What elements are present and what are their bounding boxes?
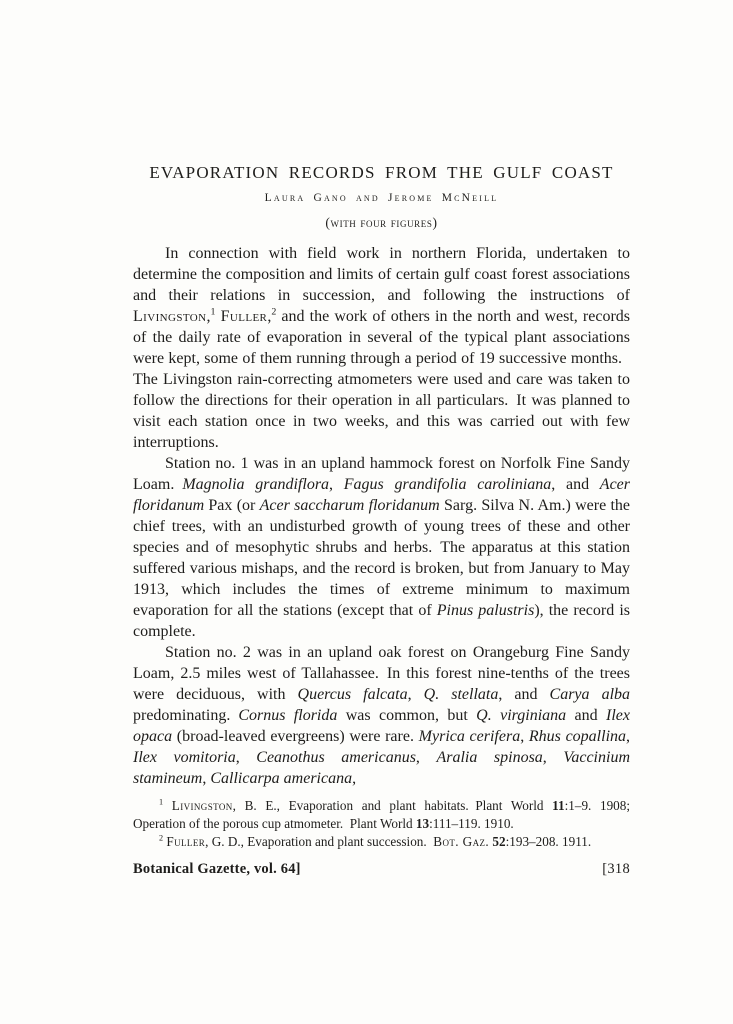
text-run: Station no. 2 was in an upland oak forest on Orangeburg Fine Sandy Loam, 2.5 miles west of Tallahassee. In this forest nine-tenths of the trees were deciduous, with bbox=[133, 644, 630, 703]
text-run: Myrica cerifera bbox=[418, 728, 521, 745]
journal-citation: Botanical Gazette, vol. 64] bbox=[133, 861, 301, 877]
text-run: :111–119. 1910. bbox=[429, 816, 514, 831]
text-run: Fuller bbox=[220, 308, 268, 325]
text-run: Sarg. Silva N. Am.) were the chief trees, with an undisturbed growth of young trees of these and other species and of mesophytic shrubs and herbs. The apparatus at this station suffered various mishaps, and the record is broken, but from January to May 1913, which includes the times of extreme minimum to maximum evaporation for all the stations (except that of bbox=[133, 497, 631, 619]
text-run: 1 bbox=[159, 797, 164, 807]
footnote bbox=[133, 833, 630, 851]
text-run: Q. virginiana bbox=[476, 707, 567, 724]
text-run: Acer saccharum floridanum bbox=[259, 497, 440, 514]
text-run: , bbox=[415, 749, 437, 766]
text-run: , bbox=[235, 749, 257, 766]
text-run: , and bbox=[551, 476, 600, 493]
text-run: 52 bbox=[492, 834, 506, 849]
text-run: Ceanothus americanus bbox=[256, 749, 416, 766]
text-run: 2 bbox=[159, 833, 164, 843]
text-run: , bbox=[520, 728, 529, 745]
authors-line: Laura Gano and Jerome McNeill bbox=[264, 192, 499, 204]
figures-note: (with four figures) bbox=[325, 215, 438, 230]
text-run: , bbox=[542, 749, 564, 766]
body-paragraph bbox=[133, 642, 630, 789]
text-run: Carya alba bbox=[549, 686, 631, 703]
text-run: :1–9. 1908; Operation of the porous cup atmometer. Plant World bbox=[133, 798, 631, 831]
text-run: , G. D., Evaporation and plant succession. bbox=[205, 834, 434, 849]
text-run: and bbox=[566, 707, 607, 724]
page-footer bbox=[133, 860, 630, 878]
body-paragraph bbox=[133, 243, 630, 453]
text-run bbox=[163, 798, 172, 813]
article-body bbox=[133, 243, 630, 789]
text-run: , bbox=[267, 308, 272, 325]
text-run: 13 bbox=[415, 816, 430, 831]
text-run: Quercus falcata bbox=[297, 686, 408, 703]
text-run: 2 bbox=[271, 306, 277, 318]
text-run: Pinus palustris bbox=[436, 602, 535, 619]
text-run: , bbox=[206, 308, 211, 325]
page-number: [318 bbox=[602, 861, 630, 877]
text-run: , bbox=[202, 770, 211, 787]
text-run: predominating. bbox=[133, 707, 239, 724]
text-run: :193–208. 1911. bbox=[505, 834, 592, 849]
text-run: , bbox=[407, 686, 424, 703]
text-run: (broad-leaved evergreens) were rare. bbox=[172, 728, 419, 745]
body-paragraph bbox=[133, 453, 630, 642]
text-run: , bbox=[626, 728, 631, 745]
text-run: , bbox=[352, 770, 357, 787]
text-run: 11 bbox=[552, 798, 565, 813]
text-run: In connection with field work in northern Florida, undertaken to determine the composition and limits of certain gulf coast forest associations and their relations in succession, and following the instructions of bbox=[133, 245, 630, 304]
text-run: Livingston bbox=[133, 308, 207, 325]
text-run: , and bbox=[498, 686, 550, 703]
text-run: ), the record is complete. bbox=[133, 602, 630, 640]
text-run: Callicarpa americana bbox=[210, 770, 353, 787]
text-run: Cornus florida bbox=[238, 707, 338, 724]
text-run: 1 bbox=[210, 306, 216, 318]
text-run: Fuller bbox=[166, 834, 206, 849]
text-run: Aralia spinosa bbox=[436, 749, 543, 766]
text-run: Bot. Gaz. bbox=[433, 834, 490, 849]
text-run: Station no. 1 was in an upland hammock forest on Norfolk Fine Sandy Loam. bbox=[133, 455, 630, 493]
text-run: Vaccinium stamineum bbox=[133, 749, 630, 787]
text-run: and the work of others in the north and west, records of the daily rate of evaporation in several of the typical plant associations were kept, some of them running through a period of 19 successive months. The Livingston rain-correcting atmometers were used and care was taken to follow the directions for their operation in all particulars. It was planned to visit each station once in two weeks, and this was carried out with few interruptions. bbox=[133, 308, 630, 451]
text-run: Q. stellata bbox=[423, 686, 499, 703]
text-run: Livingston bbox=[171, 798, 233, 813]
text-run: was common, but bbox=[337, 707, 477, 724]
text-run: Fagus grandifolia caroliniana bbox=[343, 476, 552, 493]
article-title: EVAPORATION RECORDS FROM THE GULF COAST bbox=[149, 163, 614, 182]
text-run: Ilex vomitoria bbox=[133, 749, 236, 766]
text-run: Magnolia grandiflora bbox=[182, 476, 330, 493]
text-run: , B. E., Evaporation and plant habitats. Plant World bbox=[232, 798, 553, 813]
text-run: Ilex opaca bbox=[133, 707, 630, 745]
footnote bbox=[133, 797, 630, 833]
text-run: , bbox=[329, 476, 344, 493]
text-column bbox=[133, 163, 630, 878]
text-run: Rhus copallina bbox=[528, 728, 627, 745]
text-run: Pax (or bbox=[204, 497, 260, 514]
footnotes-block bbox=[133, 797, 630, 851]
text-run: Acer floridanum bbox=[133, 476, 630, 514]
